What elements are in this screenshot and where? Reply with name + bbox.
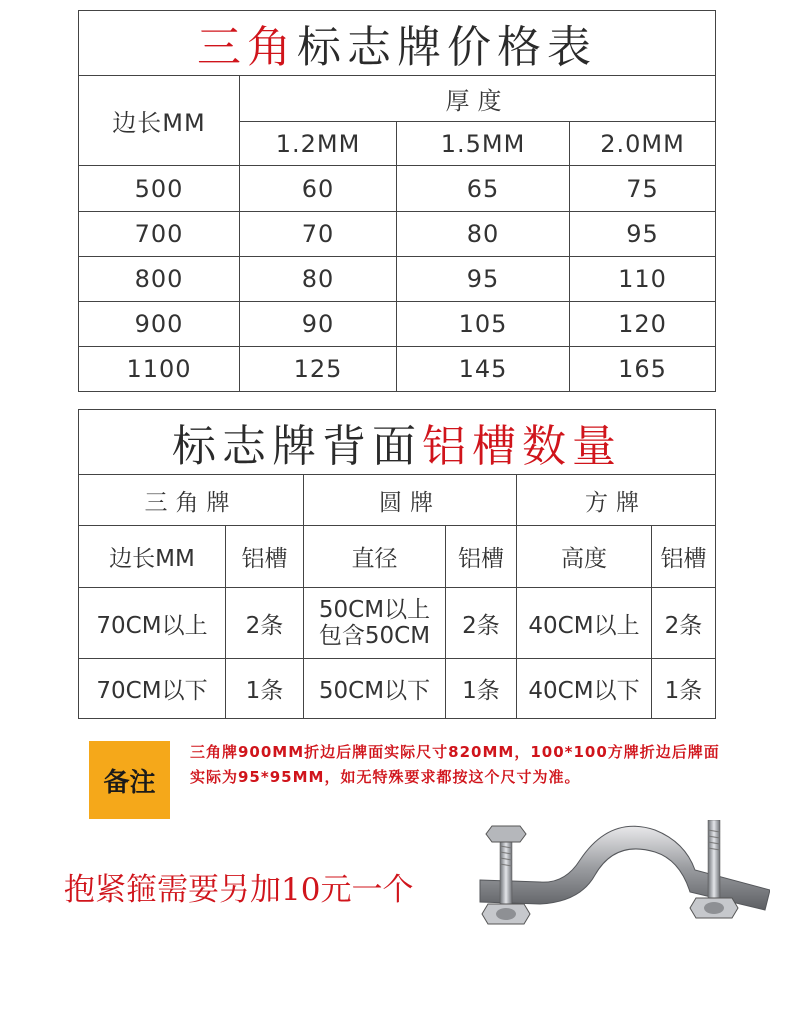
slot-cell: 40CM以下 [517, 659, 652, 719]
price-cell: 80 [240, 257, 397, 302]
group-square: 方牌 [517, 475, 716, 526]
slot-cell: 2条 [446, 588, 517, 659]
table-row [79, 659, 716, 719]
table-row [79, 166, 716, 212]
table-row [79, 588, 716, 659]
price-cell: 165 [570, 347, 716, 392]
price-cell: 65 [397, 166, 570, 212]
price-title-rest: 标志牌价格表 [297, 22, 597, 73]
sub-header: 高度 [517, 526, 652, 588]
price-cell: 95 [570, 212, 716, 257]
slot-cell: 1条 [226, 659, 304, 719]
slot-table [78, 409, 716, 719]
slot-cell: 70CM以上 [79, 588, 226, 659]
thickness-col-3: 2.0MM [570, 122, 716, 166]
price-title-red: 三角 [197, 22, 297, 73]
slot-title-dark: 标志牌背面 [172, 421, 422, 472]
table-row [79, 347, 716, 392]
sub-header: 边长MM [79, 526, 226, 588]
price-table [78, 10, 716, 392]
group-triangle: 三角牌 [79, 475, 304, 526]
slot-cell: 1条 [446, 659, 517, 719]
sub-header: 铝槽 [446, 526, 517, 588]
price-cell: 70 [240, 212, 397, 257]
price-cell: 125 [240, 347, 397, 392]
slot-cell: 40CM以上 [517, 588, 652, 659]
slot-title-red: 铝槽数量 [422, 421, 622, 472]
sub-header: 铝槽 [652, 526, 716, 588]
price-cell: 145 [397, 347, 570, 392]
table-row [79, 257, 716, 302]
slot-cell: 70CM以下 [79, 659, 226, 719]
price-cell: 95 [397, 257, 570, 302]
table-row [79, 212, 716, 257]
price-table-title [79, 11, 716, 76]
clamp-image [470, 820, 770, 940]
side-cell: 800 [79, 257, 240, 302]
slot-table-title [79, 410, 716, 475]
slot-cell: 50CM以下 [304, 659, 446, 719]
group-round: 圆牌 [304, 475, 517, 526]
side-cell: 1100 [79, 347, 240, 392]
side-cell: 900 [79, 302, 240, 347]
side-cell: 700 [79, 212, 240, 257]
slot-cell: 2条 [652, 588, 716, 659]
slot-cell: 50CM以上 包含50CM [304, 588, 446, 659]
note-text: 三角牌900MM折边后牌面实际尺寸820MM，100*100方牌折边后牌面实际为95*95MM，如无特殊要求都按这个尺寸为准。 [190, 743, 720, 786]
price-cell: 80 [397, 212, 570, 257]
slot-cell: 2条 [226, 588, 304, 659]
sub-header: 铝槽 [226, 526, 304, 588]
price-cell: 90 [240, 302, 397, 347]
thickness-col-2: 1.5MM [397, 122, 570, 166]
price-cell: 110 [570, 257, 716, 302]
price-cell: 75 [570, 166, 716, 212]
clamp-price-text: 抱紧箍需要另加10元一个 [64, 872, 414, 908]
thickness-header: 厚度 [240, 76, 716, 122]
table-row [79, 302, 716, 347]
price-cell: 105 [397, 302, 570, 347]
price-cell: 60 [240, 166, 397, 212]
thickness-col-1: 1.2MM [240, 122, 397, 166]
side-cell: 500 [79, 166, 240, 212]
note-label: 备注 [89, 741, 170, 819]
sub-header: 直径 [304, 526, 446, 588]
price-cell: 120 [570, 302, 716, 347]
slot-cell: 1条 [652, 659, 716, 719]
side-length-header: 边长MM [79, 76, 240, 166]
